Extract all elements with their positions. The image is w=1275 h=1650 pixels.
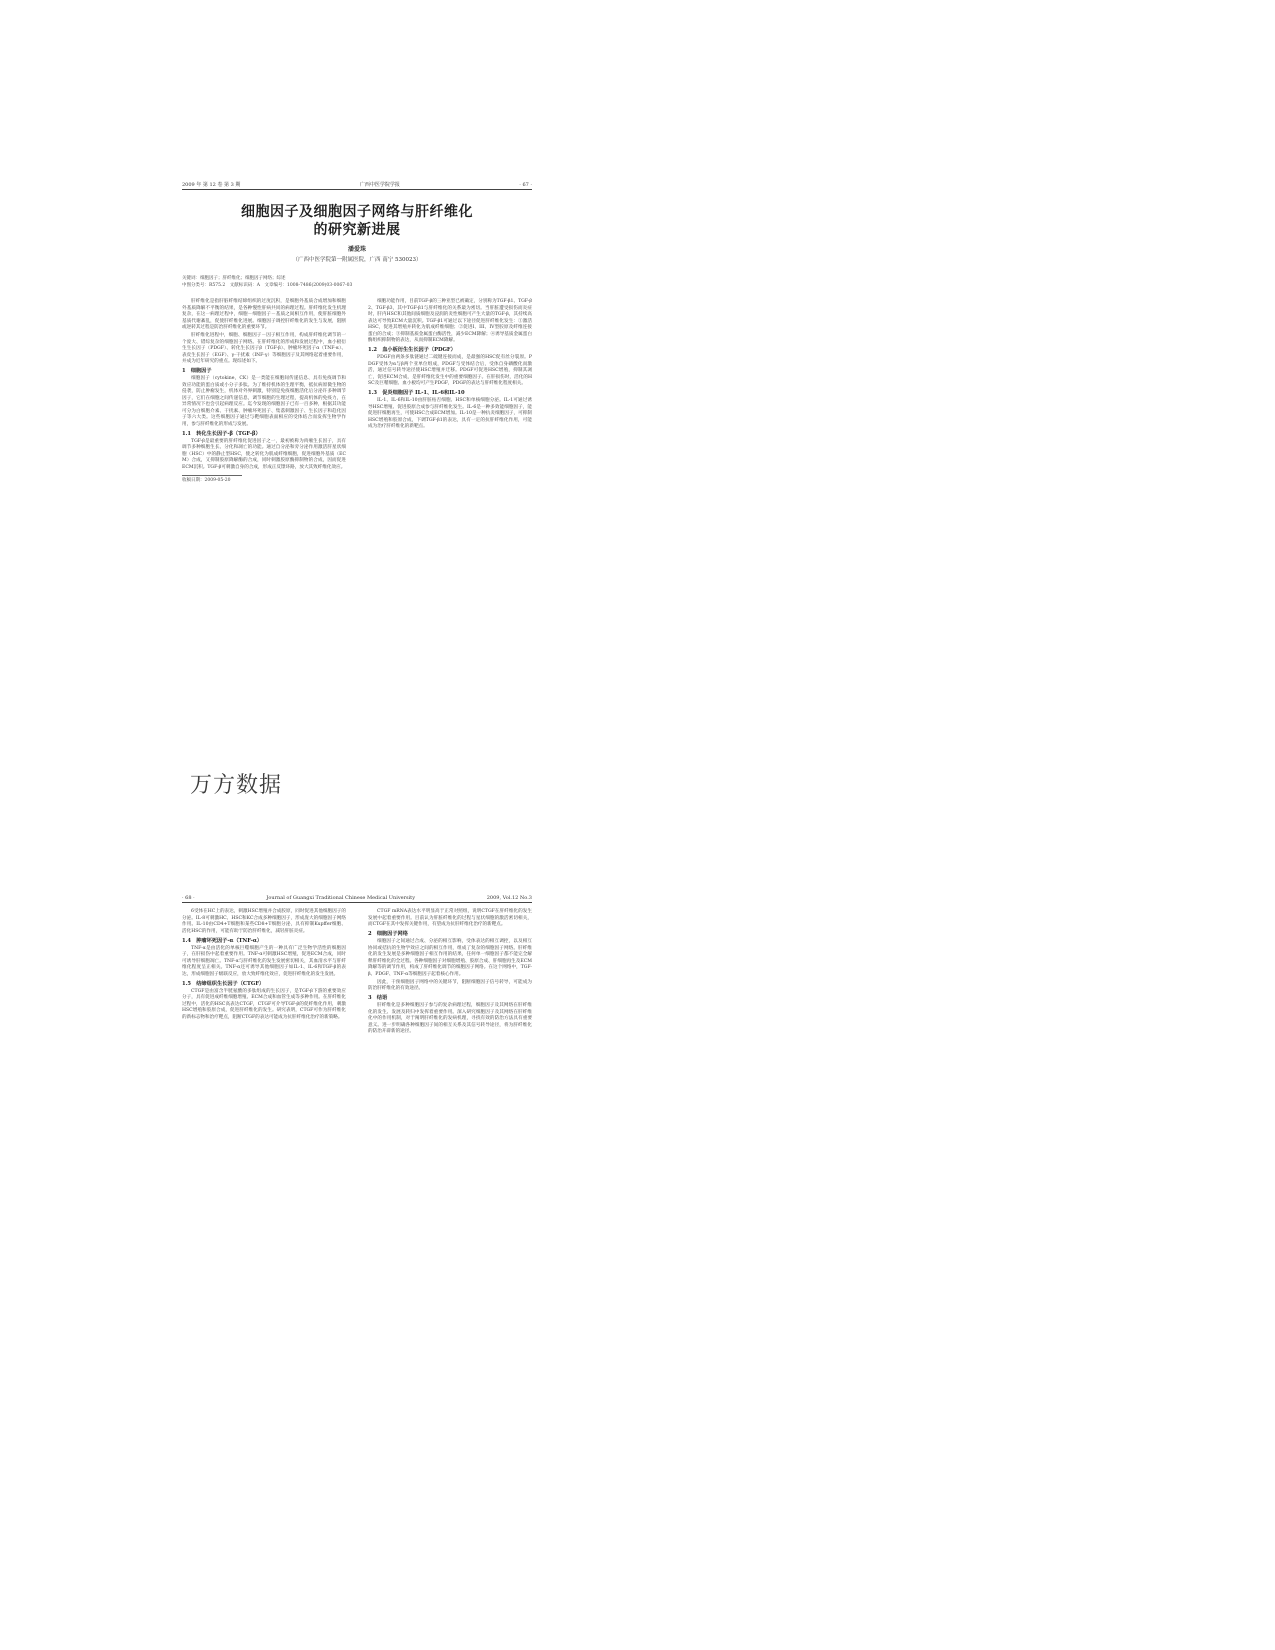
section-heading: 1.4 肿瘤坏死因子-α（TNF-α）: [182, 937, 263, 944]
body-paragraph: 6受体在HC上的表达，刺激HSC增殖并合成胶原，同时促进其他细胞因子的分泌。IL-8可刺激HC、HSC和KC合成多种细胞因子，形成庞大的细胞因子网络作用。IL-10由CD4+T细胞和某些CD8+T细胞分泌，具有抑制Kupffer细胞、活化HSC的作用，可能有助于防治肝纤维化，减轻肝脏炎症。: [182, 909, 346, 934]
body-paragraph: TGF-β是最重要的肝纤维化促进因子之一，最初被称为肉瘤生长因子，具有调节多种细胞生长、分化和凋亡的功能。通过自分泌和旁分泌作用激活肝星状细胞（HSC）中的静止型HSC，使之转化为肌成纤维细胞，促进细胞外基质（ECM）合成，又抑制胶原降解酶的合成，同时刺激胶原酶抑制物的合成，因而促进ECM沉积。TGF-β可刺激自身的合成，形成正反馈环路，放大其致纤维化效应。: [182, 438, 346, 470]
section-heading: 1.3 促炎细胞因子 IL-1、IL-6和IL-10: [368, 390, 465, 396]
left-column: [182, 299, 346, 473]
body-paragraph: 因此，干预细胞因子网络中的关键环节，阻断细胞因子信号转导，可能成为防治肝纤维化的有效途径。: [368, 979, 532, 991]
section-heading: 1.5 结缔组织生长因子（CTGF）: [182, 980, 265, 987]
title-line-1: 细胞因子及细胞因子网络与肝纤维化: [241, 204, 473, 220]
right-column: [368, 909, 532, 1037]
wanfang-watermark: 万方数据: [190, 773, 283, 798]
body-columns: [182, 299, 532, 473]
right-column: [368, 299, 532, 473]
article-page-68: [182, 895, 532, 1435]
keywords: 关键词：细胞因子；肝纤维化；细胞因子网络；综述: [182, 276, 286, 281]
header-journal: 广西中医学院学报: [359, 182, 400, 188]
article-title: [182, 203, 532, 239]
body-paragraph: 肝纤维化是多种细胞因子参与的复杂病理过程，细胞因子及其网络在肝纤维化的发生、发展及转归中发挥着重要作用。深入研究细胞因子及其网络在肝纤维化中的作用机制，对于阐明肝纤维化的发病机理，寻找有效的防治方法具有重要意义。进一步明确各种细胞因子间的相互关系及其信号转导途径，将为肝纤维化的防治开辟新的途径。: [368, 1003, 532, 1034]
body-paragraph: CTGF mRNA表达水平明显高于正常对照组，说明CTGF在肝纤维化的发生发展中起着重要作用。目前认为肝脏纤维化的过程与星状细胞的激活密切相关，而CTGF在其中发挥关键作用，有望成为抗肝纤维化治疗的新靶点。: [368, 909, 532, 927]
header-page-number: · 68 ·: [182, 895, 195, 901]
author-name: 潘爱珠: [347, 246, 366, 253]
body-paragraph: 肝纤维化进程中，细胞、细胞因子－因子相互作用，构成肝纤维化调节的一个庞大、错综复杂的细胞因子网络。在肝纤维化的形成和发展过程中，血小板衍生生长因子（PDGF）、转化生长因子β（TGF-β）、肿瘤坏死因子α（TNF-α）、表皮生长因子（EGF）、γ-干扰素（INF-γ）等细胞因子及其网络起着重要作用，并成为近年研究的重点。现综述如下。: [182, 333, 346, 364]
section-heading: 1 细胞因子: [182, 368, 212, 374]
body-paragraph: PDGF由两条多肽链通过二硫键连接而成，是最强的HSC促有丝分裂原。PDGF受体为α与β两个亚单位组成，PDGF与受体结合后，受体自身磷酸化而激活，通过信号转导途径使HSC增殖并迁移。PDGF可促进HSC增殖，抑制其凋亡，促进ECM合成，是肝纤维化发生中的重要细胞因子。在肝损伤时，活化的HSC及巨噬细胞、血小板均可产生PDGF，PDGF的表达与肝纤维化程度相关。: [368, 355, 532, 386]
section-heading: 1.1 转化生长因子-β（TGF-β）: [182, 430, 261, 437]
section-heading: 1.2 血小板衍生生长因子（PDGF）: [368, 347, 456, 353]
classification-info: 中图分类号：R575.2 文献标识码：A 文章编号：1008-7486(2009)03-0067-03: [182, 283, 353, 288]
title-line-2: 的研究新进展: [313, 222, 401, 238]
header-issue: 2009, Vol.12 No.3: [486, 895, 532, 901]
body-paragraph: 细胞因子之间通过合成、分泌的相互影响，受体表达的相互调控，以及相互协同或拮抗的生物学效应之间的相互作用，组成了复杂的细胞因子网络。肝纤维化的发生发展是多种细胞因子相互作用的结果，任何单一细胞因子都不能完全解释肝纤维化的全过程。各种细胞因子对细胞增殖、胶原合成、肝细胞再生及ECM降解等的调节作用，构成了肝纤维化调节的细胞因子网络。在这个网络中，TGF-β、PDGF、TNF-α等细胞因子起着核心作用。: [368, 939, 532, 977]
left-column: [182, 909, 346, 1037]
body-paragraph: 肝纤维化是指肝脏纤维结缔组织的过度沉积，是细胞外基质合成增加和细胞外基质降解不平衡的结果，是各种慢性肝病共同的病理过程。肝纤维化发生机理复杂，在这一病理过程中，细胞－细胞因子－基质之间相互作用，使肝脏细胞外基质代谢紊乱，促使肝纤维化进展。细胞因子调控肝纤维化的发生与发展，阻断或逆转其过程是防治肝纤维化的重要环节。: [182, 299, 346, 330]
running-header: [182, 182, 532, 190]
header-page-number: · 67 ·: [519, 182, 532, 188]
running-header: [182, 895, 532, 903]
header-journal: Journal of Guangxi Traditional Chinese Medical University: [266, 895, 416, 901]
section-heading: 3 结语: [368, 995, 388, 1001]
body-columns: [182, 909, 532, 1037]
author-affiliation: （广西中医学院第一附属医院，广西 南宁 530023）: [292, 257, 422, 263]
received-date-footnote: 收稿日期：2009-05-20: [182, 475, 242, 484]
body-paragraph: CTGF是由富含半胱氨酸的多肽组成的生长因子，是TGF-β下游的重要效应分子，具有促进成纤维细胞增殖、ECM合成和血管生成等多种作用。在肝纤维化过程中，活化的HSC高表达CTGF，CTGF可介导TGF-β的促纤维化作用，刺激HSC增殖和胶原合成，促进肝纤维化的发生。研究表明，CTGF可作为肝纤维化的新标志物和治疗靶点，阻断CTGF的表达可能成为抗肝纤维化治疗的新策略。: [182, 988, 346, 1020]
article-page-67: [182, 182, 532, 722]
section-heading: 2 细胞因子网络: [368, 931, 408, 937]
body-paragraph: 细胞因子（cytokine，CK）是一类能在细胞间传递信息、具有免疫调节和效应功能的蛋白质或小分子多肽。为了维持机体的生理平衡，抵抗病原微生物的侵袭，防止肿瘤发生，机体对外界刺激，特别是免疫细胞活化后分泌许多种调节因子，它们在细胞之间传递信息，调节细胞的生理过程，提高机体的免疫力，在异常情况下也会引起病理反应。迄今发现的细胞因子已有一百多种，根据其功能可分为白细胞介素、干扰素、肿瘤坏死因子、集落刺激因子、生长因子和趋化因子等六大类。这些细胞因子通过与靶细胞表面相应的受体结合而发挥生物学作用，参与肝纤维化的形成与发展。: [182, 376, 346, 427]
body-paragraph: 细胞功能作用，目前TGF-β的三种亚型已被确定，分别称为TGF-β1、TGF-β2、TGF-β3，其中TGF-β1与肝纤维化的关系最为密切。当肝脏遭受损伤而炎症时，肝内HSC和其他间质细胞及浸润的炎性细胞可产生大量的TGF-β，其持续高表达可导致ECM大量沉积。TGF-β1可通过以下途径促进肝纤维化发生：①激活HSC，促进其增殖并转化为肌成纤维细胞；②促进I、III、IV型胶原及纤维连接蛋白的合成；③抑制基质金属蛋白酶活性，减少ECM降解；④诱导基质金属蛋白酶组织抑制物的表达，从而抑制ECM降解。: [368, 299, 532, 343]
article-meta: [182, 275, 532, 289]
header-issue: 2009 年 第 12 卷 第 3 期: [182, 182, 241, 188]
body-paragraph: IL-1、IL-6和IL-10由肝脏枯否细胞、HSC和单核细胞分泌。IL-1可通过诱导HSC增殖、促进胶原合成参与肝纤维化发生。IL-6是一种多效能细胞因子，能促进肝细胞再生，可使HSC合成ECM增加。IL-10是一种抗炎细胞因子，可抑制HSC增殖和胶原合成，下调TGF-β1的表达，具有一定的抗肝纤维化作用，可能成为治疗肝纤维化的新靶点。: [368, 398, 532, 429]
body-paragraph: TNF-α是由活化的单核巨噬细胞产生的一种具有广泛生物学活性的细胞因子，在肝损伤中起着重要作用。TNF-α可刺激HSC增殖，促进ECM合成，同时可诱导肝细胞凋亡。TNF-α与肝纤维化的发生发展密切相关，其血清水平与肝纤维化程度呈正相关。TNF-α还可诱导其他细胞因子如IL-1、IL-6和TGF-β的表达，形成细胞因子级联反应，放大致纤维化效应，促进肝纤维化的发生发展。: [182, 945, 346, 977]
